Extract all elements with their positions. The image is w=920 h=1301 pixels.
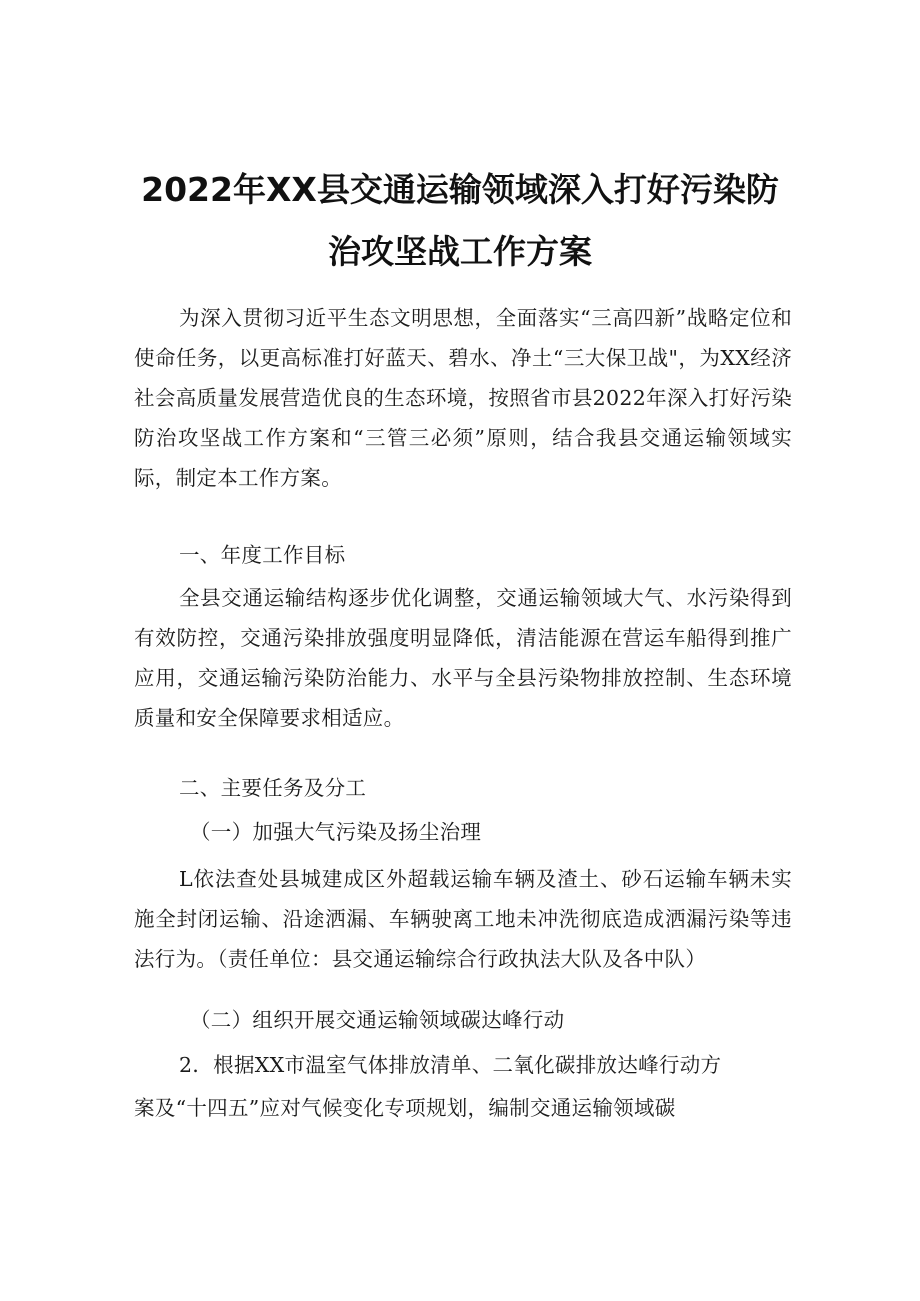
subsection-1-heading: （一）加强大气污染及扬尘治理 — [190, 820, 482, 844]
item-1-paragraph: L依法查处县城建成区外超载运输车辆及渣土、砂石运输车辆未实施全封闭运输、沿途洒漏、车辆驶离工地未冲洗彻底造成洒漏污染等违法行为。（责任单位：县交通运输综合行政执法大队及各中队） — [134, 867, 792, 971]
document-title-line-1: 2022年XX县交通运输领域深入打好污染防 — [141, 170, 779, 209]
intro-paragraph: 为深入贯彻习近平生态文明思想，全面落实“三高四新”战略定位和使命任务，以更高标准打好蓝天、碧水、净土“三大保卫战"，为XX经济社会高质量发展营造优良的生态环境，按照省市县2022年深入打好污染防治攻坚战工作方案和“三管三必须”原则，结合我县交通运输领域实际，制定本工作方案。 — [134, 306, 792, 490]
section-1-heading: 一、年度工作目标 — [179, 543, 346, 567]
item-2-line-2: 案及“十四五”应对气候变化专项规划，编制交通运输领域碳 — [134, 1096, 676, 1120]
subsection-2-heading: （二）组织开展交通运输领域碳达峰行动 — [190, 1008, 565, 1032]
document-title-line-2: 治攻坚战工作方案 — [328, 232, 592, 271]
section-2-heading: 二、主要任务及分工 — [179, 776, 367, 800]
item-2-line-1: 2．根据XX市温室气体排放清单、二氧化碳排放达峰行动方 — [179, 1053, 722, 1077]
section-1-paragraph: 全县交通运输结构逐步优化调整，交通运输领域大气、水污染得到有效防控，交通污染排放强度明显降低，清洁能源在营运车船得到推广应用，交通运输污染防治能力、水平与全县污染物排放控制、生态环境质量和安全保障要求相适应。 — [134, 586, 792, 730]
